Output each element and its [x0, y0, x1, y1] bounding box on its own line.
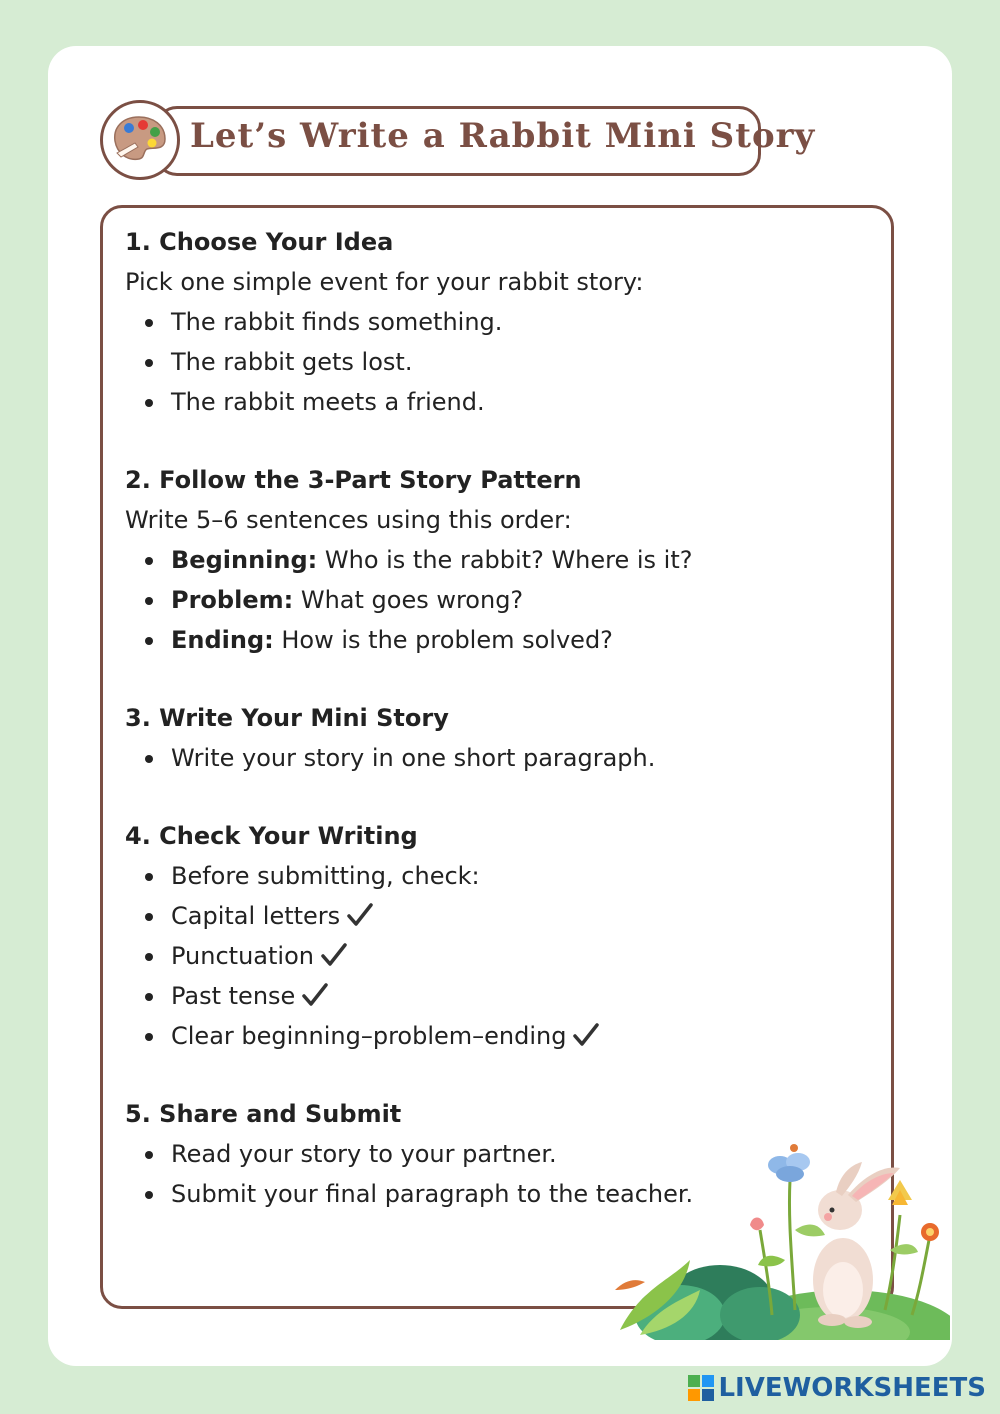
section-choose-idea — [125, 222, 865, 422]
list-item: The rabbit finds something. — [171, 302, 865, 342]
checkmark-icon — [346, 902, 374, 928]
item-text: How is the problem solved? — [273, 626, 613, 654]
list-item — [171, 976, 865, 1016]
list-item: Write your story in one short paragraph. — [171, 738, 865, 778]
orange-flower — [921, 1223, 939, 1241]
section-intro: Pick one simple event for your rabbit story: — [125, 268, 644, 296]
list-item: Before submitting, check: — [171, 856, 865, 896]
item-text: Clear beginning–problem–ending — [171, 1022, 567, 1050]
bullet-list — [125, 302, 865, 422]
palette-badge — [100, 100, 180, 180]
bullet-list — [125, 856, 865, 1056]
item-text: What goes wrong? — [293, 586, 524, 614]
list-item — [171, 580, 865, 620]
item-text: Punctuation — [171, 942, 314, 970]
rabbit-flowers-illustration — [600, 1140, 950, 1340]
footer-brand — [688, 1372, 986, 1404]
liveworksheets-logo-icon — [688, 1375, 714, 1401]
checkmark-icon — [320, 942, 348, 968]
bullet-list — [125, 540, 865, 660]
list-item: The rabbit gets lost. — [171, 342, 865, 382]
list-item — [171, 936, 865, 976]
list-item — [171, 1016, 865, 1056]
list-item — [171, 540, 865, 580]
section-write-story — [125, 698, 865, 778]
section-heading: 4. Check Your Writing — [125, 822, 418, 850]
item-text: Capital letters — [171, 902, 341, 930]
list-item: Submit your final paragraph to the teacher. — [171, 1174, 865, 1214]
list-item: Read your story to your partner. — [171, 1134, 865, 1174]
section-intro: Write 5–6 sentences using this order: — [125, 506, 572, 534]
list-item — [171, 620, 865, 660]
item-label: Ending: — [171, 626, 274, 654]
blue-flower — [768, 1144, 810, 1182]
checkmark-icon — [572, 1022, 600, 1048]
paint-palette-icon — [111, 113, 169, 165]
section-heading: 2. Follow the 3-Part Story Pattern — [125, 466, 582, 494]
item-text: Who is the rabbit? Where is it? — [317, 546, 693, 574]
section-check-writing — [125, 816, 865, 1056]
page-title: Let’s Write a Rabbit Mini Story — [190, 116, 816, 156]
bullet-list — [125, 738, 865, 778]
section-story-pattern — [125, 460, 865, 660]
item-label: Beginning: — [171, 546, 318, 574]
brand-name: LIVEWORKSHEETS — [718, 1373, 986, 1403]
title-banner — [100, 100, 816, 184]
pink-flower — [750, 1218, 764, 1231]
section-heading: 5. Share and Submit — [125, 1100, 402, 1128]
item-text: Past tense — [171, 982, 296, 1010]
instructions-list — [125, 222, 865, 1252]
list-item: The rabbit meets a friend. — [171, 382, 865, 422]
section-heading: 3. Write Your Mini Story — [125, 704, 449, 732]
item-label: Problem: — [171, 586, 294, 614]
section-heading: 1. Choose Your Idea — [125, 228, 394, 256]
list-item — [171, 896, 865, 936]
checkmark-icon — [301, 982, 329, 1008]
yellow-flower — [888, 1180, 912, 1205]
